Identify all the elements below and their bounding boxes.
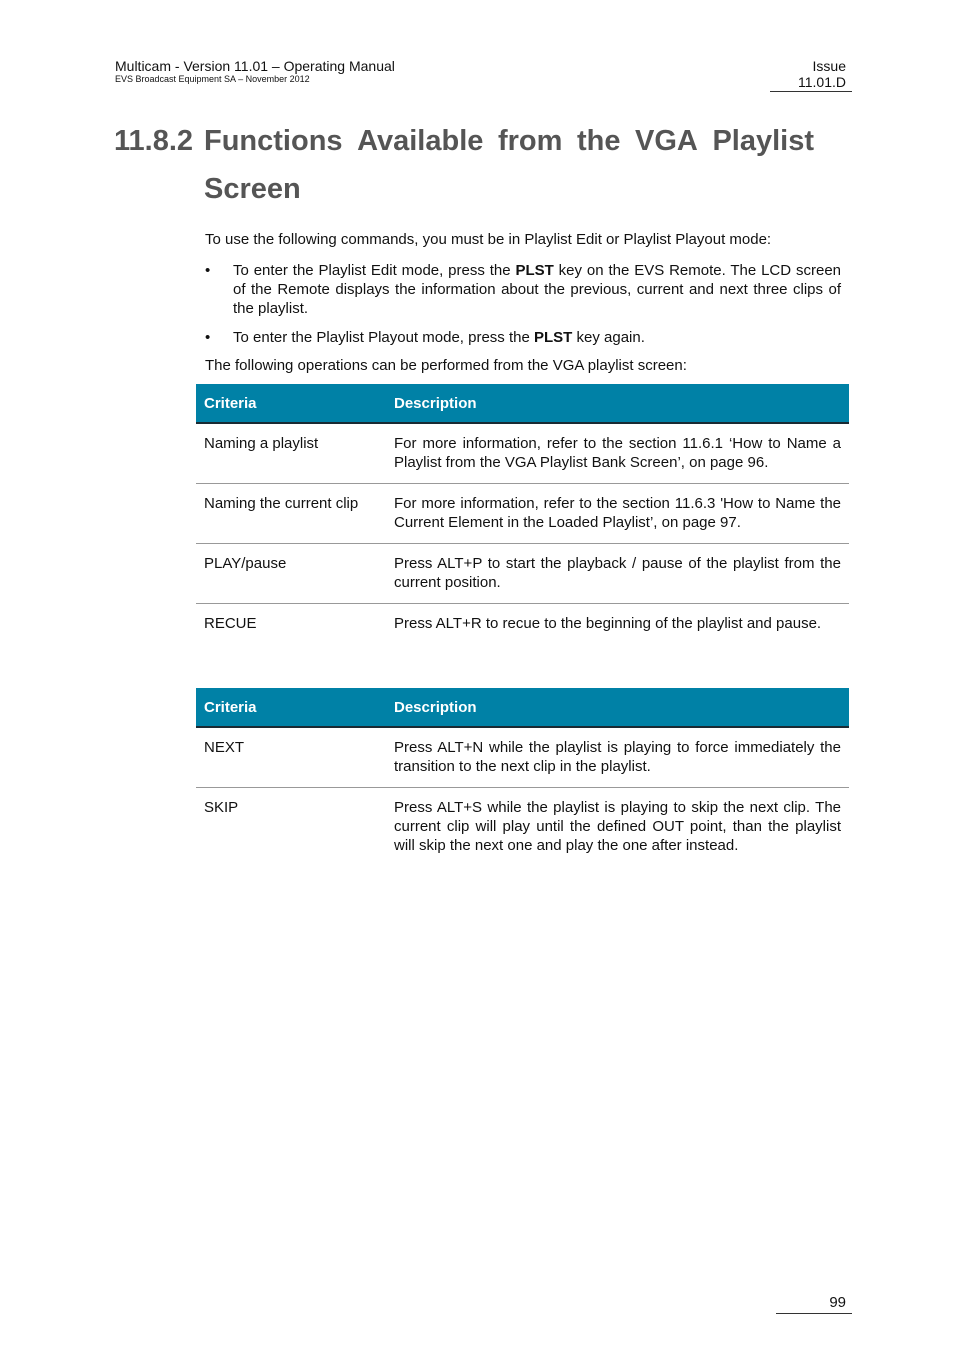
table-header-row [196, 688, 849, 727]
description-cell: Press ALT+R to recue to the beginning of the playlist and pause. [394, 615, 822, 632]
table-row [196, 544, 849, 604]
description-header: Description [386, 384, 849, 423]
section-number: 11.8.2 [114, 125, 194, 157]
description-header: Description [386, 688, 849, 727]
page-number: 99 [829, 1294, 846, 1311]
header-title: Multicam - Version 11.01 – Operating Manual [115, 58, 395, 74]
table-row [196, 484, 849, 544]
description-cell: Press ALT+S while the playlist is playing to skip the next clip. The current clip will play until the defined OUT point, than the playlist will skip the next one and play the one after instead. [394, 799, 841, 854]
footer-rule [776, 1313, 852, 1314]
criteria-cell: PLAY/pause [196, 544, 386, 604]
list-item: • To enter the Playlist Playout mode, press the PLST key again. [205, 329, 645, 346]
description-cell: Press ALT+P to start the playback / pause of the playlist from the current position. [386, 544, 849, 604]
intro-paragraph: To use the following commands, you must be in Playlist Edit or Playlist Playout mode: [205, 231, 772, 248]
criteria-header: Criteria [196, 384, 386, 423]
table-row [196, 727, 849, 788]
criteria-cell: Naming the current clip [196, 484, 386, 544]
issue-label: Issue [812, 58, 846, 74]
bullet-icon: • [205, 262, 211, 279]
issue-value: 11.01.D [798, 74, 846, 90]
criteria-cell: RECUE [204, 615, 257, 632]
criteria-cell: Naming a playlist [196, 423, 386, 484]
description-cell: For more information, refer to the section 11.6.3 'How to Name the Current Element in the Loaded Playlist’, on page 97. [386, 484, 849, 544]
table-row [196, 604, 849, 645]
list-item: • To enter the Playlist Edit mode, press the PLST key on the EVS Remote. The LCD screen of the Remote displays the information about the previous, current and next three clips of the playlist. [205, 262, 841, 317]
section-title-line1: Functions Available from the VGA Playlist [204, 125, 814, 157]
bullet-icon: • [205, 329, 211, 346]
table-header-row [196, 384, 849, 423]
operations-table-2 [196, 688, 849, 866]
description-cell: For more information, refer to the section 11.6.1 ‘How to Name a Playlist from the VGA Playlist Bank Screen’, on page 96. [386, 423, 849, 484]
section-heading [114, 117, 814, 213]
mode-bullet-list [205, 261, 841, 357]
operations-table-1 [196, 384, 849, 644]
section-title-line2: Screen [204, 173, 301, 205]
table-row [196, 423, 849, 484]
operations-intro: The following operations can be performed from the VGA playlist screen: [205, 357, 687, 374]
criteria-cell: SKIP [204, 799, 239, 816]
header-rule [770, 91, 852, 92]
criteria-header: Criteria [196, 688, 386, 727]
header-subtitle: EVS Broadcast Equipment SA – November 2012 [115, 74, 310, 84]
criteria-cell: NEXT [196, 727, 386, 788]
description-cell: Press ALT+N while the playlist is playing to force immediately the transition to the next clip in the playlist. [386, 727, 849, 788]
table-row [196, 788, 849, 867]
